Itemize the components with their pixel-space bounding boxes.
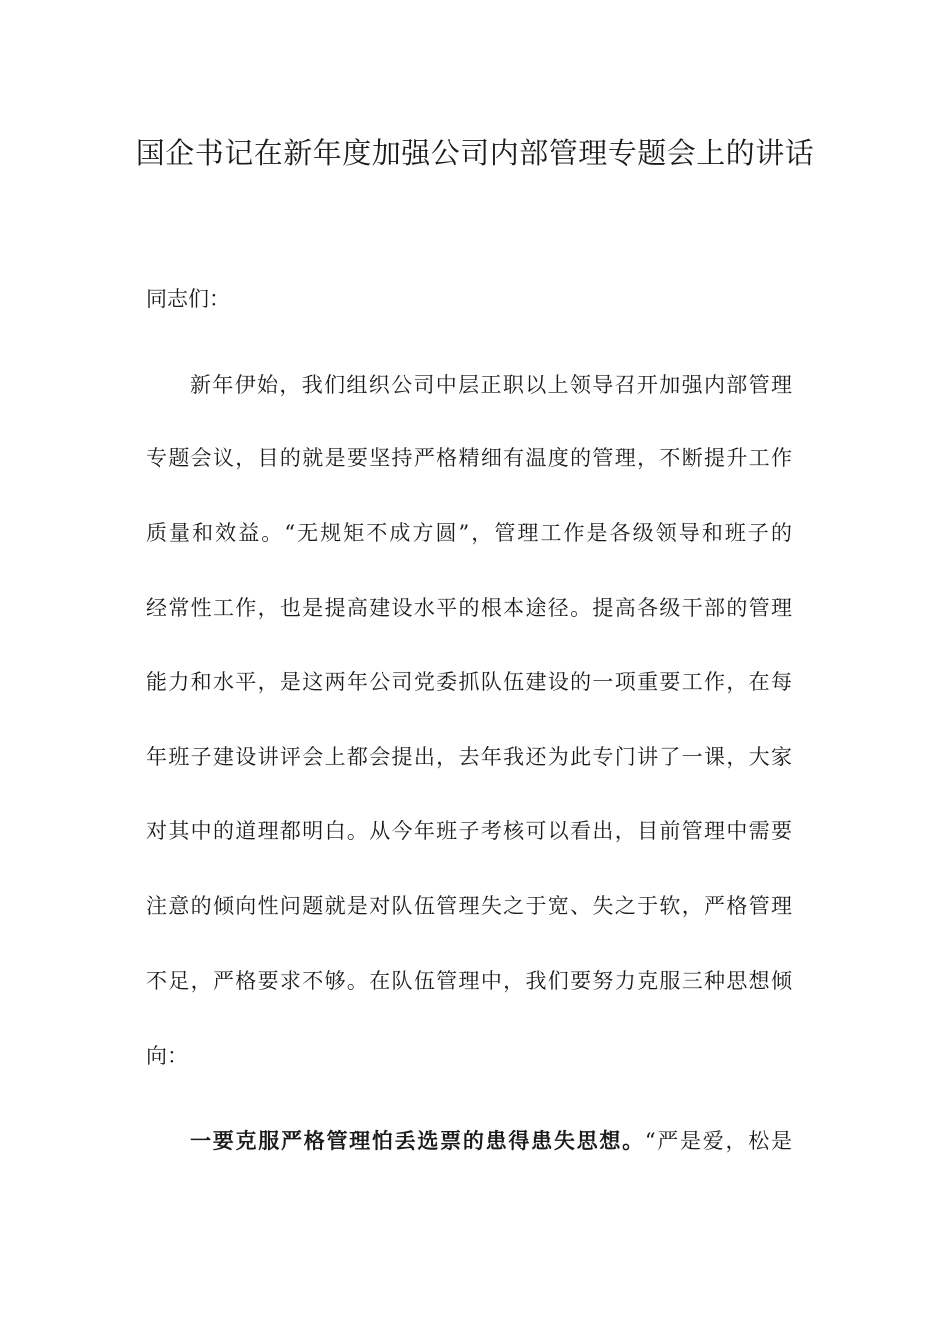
paragraph-1-line-10: 向： <box>146 1044 188 1068</box>
paragraph-1-line-2: 专题会议，目的就是要坚持严格精细有温度的管理，不断提升工作 <box>146 446 792 470</box>
paragraph-1-line-8: 注意的倾向性问题就是对队伍管理失之于宽、失之于软，严格管理 <box>146 894 792 918</box>
paragraph-1-line-7: 对其中的道理都明白。从今年班子考核可以看出，目前管理中需要 <box>146 819 792 843</box>
paragraph-1-line-3: 质量和效益。“无规矩不成方圆”，管理工作是各级领导和班子的 <box>146 521 792 545</box>
paragraph-1-line-6: 年班子建设讲评会上都会提出，去年我还为此专门讲了一课，大家 <box>146 745 792 769</box>
paragraph-2-bold-lead: 一要克服严格管理怕丢选票的患得患失思想。 <box>190 1128 645 1153</box>
paragraph-1-line-5: 能力和水平，是这两年公司党委抓队伍建设的一项重要工作，在每 <box>146 670 792 694</box>
salutation: 同志们： <box>146 287 230 311</box>
paragraph-2-line-1 <box>190 1126 792 1156</box>
paragraph-1-line-1: 新年伊始，我们组织公司中层正职以上领导召开加强内部管理 <box>190 373 792 397</box>
paragraph-1-line-4: 经常性工作，也是提高建设水平的根本途径。提高各级干部的管理 <box>146 596 792 620</box>
paragraph-2-text: “严是爱，松是 <box>644 1129 792 1153</box>
document-title: 国企书记在新年度加强公司内部管理专题会上的讲话 <box>135 136 815 170</box>
paragraph-1-line-9: 不足，严格要求不够。在队伍管理中，我们要努力克服三种思想倾 <box>146 969 792 993</box>
